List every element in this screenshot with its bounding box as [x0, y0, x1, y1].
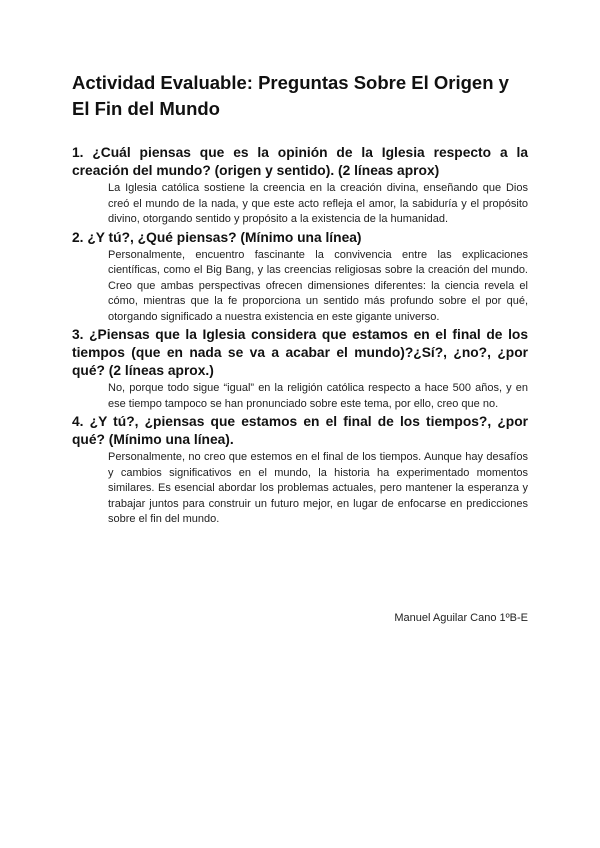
question-4: 4. ¿Y tú?, ¿piensas que estamos en el final de los tiempos?, ¿por qué? (Mínimo una línea).	[72, 414, 528, 447]
question-2: 2. ¿Y tú?, ¿Qué piensas? (Mínimo una línea)	[72, 229, 362, 245]
document-page	[72, 70, 528, 529]
author-signature: Manuel Aguilar Cano 1ºB-E	[394, 612, 528, 624]
question-item-2	[72, 229, 528, 326]
question-item-1	[72, 144, 528, 228]
question-1: 1. ¿Cuál piensas que es la opinión de la Iglesia respecto a la creación del mundo? (origen y sentido). (2 líneas aprox)	[72, 145, 528, 178]
question-item-3	[72, 326, 528, 412]
answer-1: La Iglesia católica sostiene la creencia en la creación divina, enseñando que Dios creó el mundo de la nada, y que este acto refleja el amor, la sabiduría y el propósito divino, otorgando sentido y propósito a la existencia de la humanidad.	[108, 182, 528, 225]
answer-2: Personalmente, encuentro fascinante la convivencia entre las explicaciones científicas, como el Big Bang, y las creencias religiosas sobre la creación del mundo. Creo que ambas perspectivas ofrecen dimensiones diferentes: la ciencia revela el cómo, mientras que la fe proporciona un sentido más profundo sobre el por qué, otorgando significado a nuestra existencia en este gigante universo.	[108, 248, 528, 323]
answer-3: No, porque todo sigue “igual” en la religión católica respecto a hace 500 años, y en ese tiempo tampoco se han pronunciado sobre este tema, por ello, creo que no.	[108, 382, 528, 410]
page-title: Actividad Evaluable: Preguntas Sobre El Origen y El Fin del Mundo	[72, 72, 509, 119]
question-item-4	[72, 413, 528, 528]
question-3: 3. ¿Piensas que la Iglesia considera que estamos en el final de los tiempos (que en nada se va a acabar el mundo)?¿Sí?, ¿no?, ¿por qué? (2 líneas aprox.)	[72, 327, 528, 378]
answer-4: Personalmente, no creo que estemos en el final de los tiempos. Aunque hay desafíos y cambios significativos en el mundo, la historia ha experimentado momentos similares. Es esencial abordar los problemas actuales, pero mantener la esperanza y trabajar juntos para construir un futuro mejor, en lugar de enfocarse en predicciones sobre el fin del mundo.	[108, 451, 528, 525]
